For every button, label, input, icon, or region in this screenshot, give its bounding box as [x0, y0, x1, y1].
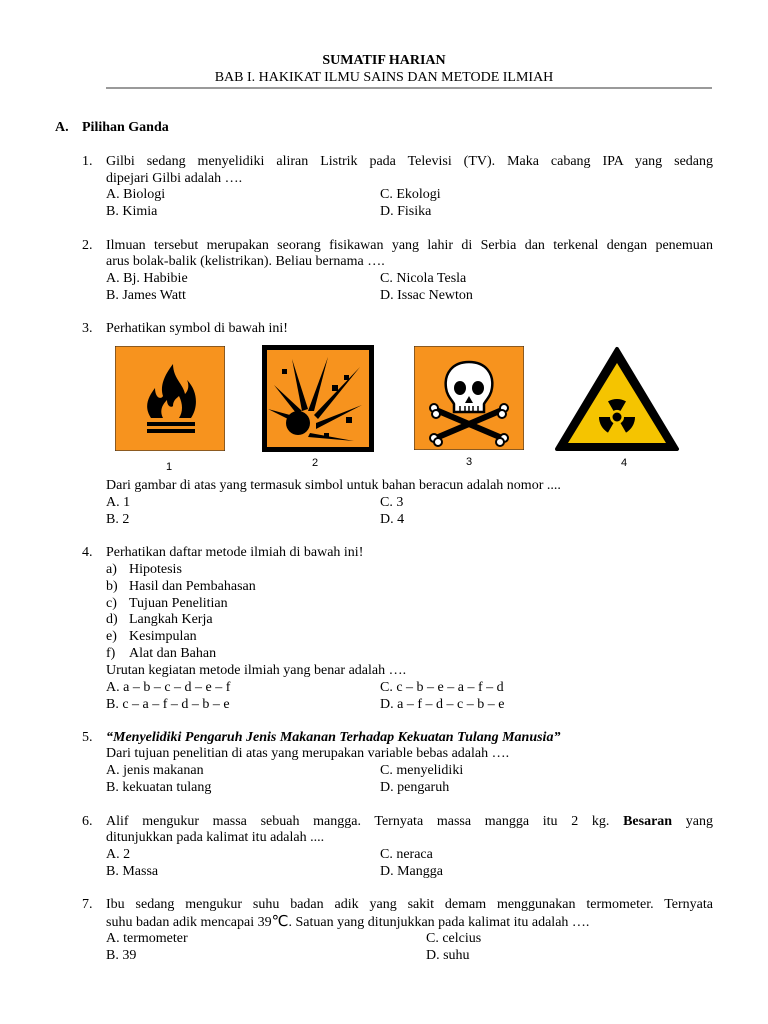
question-text: Ibu sedang mengukur suhu badan adik yang sakit demam menggunakan termometer. Ternyata — [106, 897, 713, 912]
list-item: Tujuan Penelitian — [129, 596, 228, 611]
question-text: dipejari Gilbi adalah …. — [106, 171, 243, 186]
list-item-letter: d) — [106, 612, 118, 627]
option-d: D. Mangga — [380, 864, 443, 879]
radiation-symbol-icon — [553, 345, 681, 453]
symbol-label: 2 — [312, 457, 319, 469]
list-item: Kesimpulan — [129, 629, 197, 644]
option-d: D. a – f – d – c – b – e — [380, 697, 505, 712]
option-c: C. neraca — [380, 847, 433, 862]
option-a: A. jenis makanan — [106, 763, 204, 778]
option-b: B. Massa — [106, 864, 159, 879]
option-c: C. celcius — [426, 931, 482, 946]
page-title: SUMATIF HARIAN — [322, 53, 446, 68]
question-text: Urutan kegiatan metode ilmiah yang benar adalah …. — [106, 663, 407, 678]
question-text: ditunjukkan pada kalimat itu adalah .... — [106, 830, 325, 845]
option-b: B. Kimia — [106, 204, 158, 219]
list-item-letter: c) — [106, 596, 117, 611]
list-item: Langkah Kerja — [129, 612, 213, 627]
question-number: 4. — [82, 545, 93, 560]
list-item: Alat dan Bahan — [129, 646, 217, 661]
symbol-label: 3 — [466, 456, 473, 468]
question-number: 5. — [82, 730, 93, 745]
question-text — [106, 813, 713, 830]
option-d: D. Issac Newton — [380, 288, 473, 303]
question-text: Dari tujuan penelitian di atas yang merupakan variable bebas adalah …. — [106, 746, 510, 761]
option-a: A. 1 — [106, 495, 131, 510]
option-c: C. c – b – e – a – f – d — [380, 680, 504, 695]
section-label: A. — [55, 120, 69, 135]
option-b: B. kekuatan tulang — [106, 780, 212, 795]
option-d: D. Fisika — [380, 204, 432, 219]
research-title: “Menyelidiki Pengaruh Jenis Makanan Terhadap Kekuatan Tulang Manusia” — [106, 730, 561, 745]
option-a: A. Biologi — [106, 187, 166, 202]
explosive-symbol-icon — [262, 345, 374, 452]
option-c: C. Nicola Tesla — [380, 271, 467, 286]
question-text-start: suhu badan adik mencapai 39 — [106, 915, 272, 930]
list-item: Hipotesis — [129, 562, 182, 577]
option-d: D. pengaruh — [380, 780, 450, 795]
list-item: Hasil dan Pembahasan — [129, 579, 256, 594]
question-number: 3. — [82, 321, 93, 336]
option-a: A. 2 — [106, 847, 131, 862]
question-number: 7. — [82, 897, 93, 912]
list-item-letter: e) — [106, 629, 117, 644]
section-title: Pilihan Ganda — [82, 120, 169, 135]
header-divider — [106, 87, 712, 89]
option-b: B. 39 — [106, 948, 137, 963]
question-text-end: yang — [685, 814, 713, 829]
question-text-start: Alif mengukur massa sebuah mangga. Ternyata massa mangga itu 2 kg. — [106, 814, 610, 829]
question-text: Perhatikan symbol di bawah ini! — [106, 321, 288, 336]
question-text: Gilbi sedang menyelidiki aliran Listrik pada Televisi (TV). Maka cabang IPA yang sedang — [106, 154, 713, 169]
option-b: B. c – a – f – d – b – e — [106, 697, 230, 712]
option-c: C. menyelidiki — [380, 763, 464, 778]
question-number: 2. — [82, 238, 93, 253]
option-a: A. termometer — [106, 931, 188, 946]
option-b: B. James Watt — [106, 288, 186, 303]
flammable-symbol-icon — [115, 346, 225, 451]
list-item-letter: a) — [106, 562, 117, 577]
question-text: Dari gambar di atas yang termasuk simbol untuk bahan beracun adalah nomor .... — [106, 478, 561, 493]
highlight-besaran: Besaran — [623, 814, 673, 829]
toxic-skull-symbol-icon — [414, 346, 524, 450]
option-a: A. Bj. Habibie — [106, 271, 188, 286]
symbol-label: 4 — [621, 457, 628, 469]
question-text: arus bolak-balik (kelistrikan). Beliau bernama …. — [106, 254, 385, 269]
celsius-unit: ℃ — [271, 912, 289, 930]
question-text: Ilmuan tersebut merupakan seorang fisikawan yang lahir di Serbia dan terkenal dengan penemuan — [106, 238, 713, 253]
option-b: B. 2 — [106, 512, 130, 527]
symbol-label: 1 — [166, 461, 173, 473]
option-d: D. suhu — [426, 948, 470, 963]
page-subtitle: BAB I. HAKIKAT ILMU SAINS DAN METODE ILMIAH — [214, 70, 554, 85]
option-c: C. 3 — [380, 495, 404, 510]
option-c: C. Ekologi — [380, 187, 441, 202]
option-d: D. 4 — [380, 512, 405, 527]
list-item-letter: f) — [106, 646, 116, 661]
question-text: Perhatikan daftar metode ilmiah di bawah ini! — [106, 545, 364, 560]
question-text — [106, 913, 589, 931]
question-number: 1. — [82, 154, 93, 169]
list-item-letter: b) — [106, 579, 118, 594]
option-a: A. a – b – c – d – e – f — [106, 680, 231, 695]
question-text-end: . Satuan yang ditunjukkan pada kalimat itu adalah …. — [288, 915, 590, 930]
question-number: 6. — [82, 814, 93, 829]
